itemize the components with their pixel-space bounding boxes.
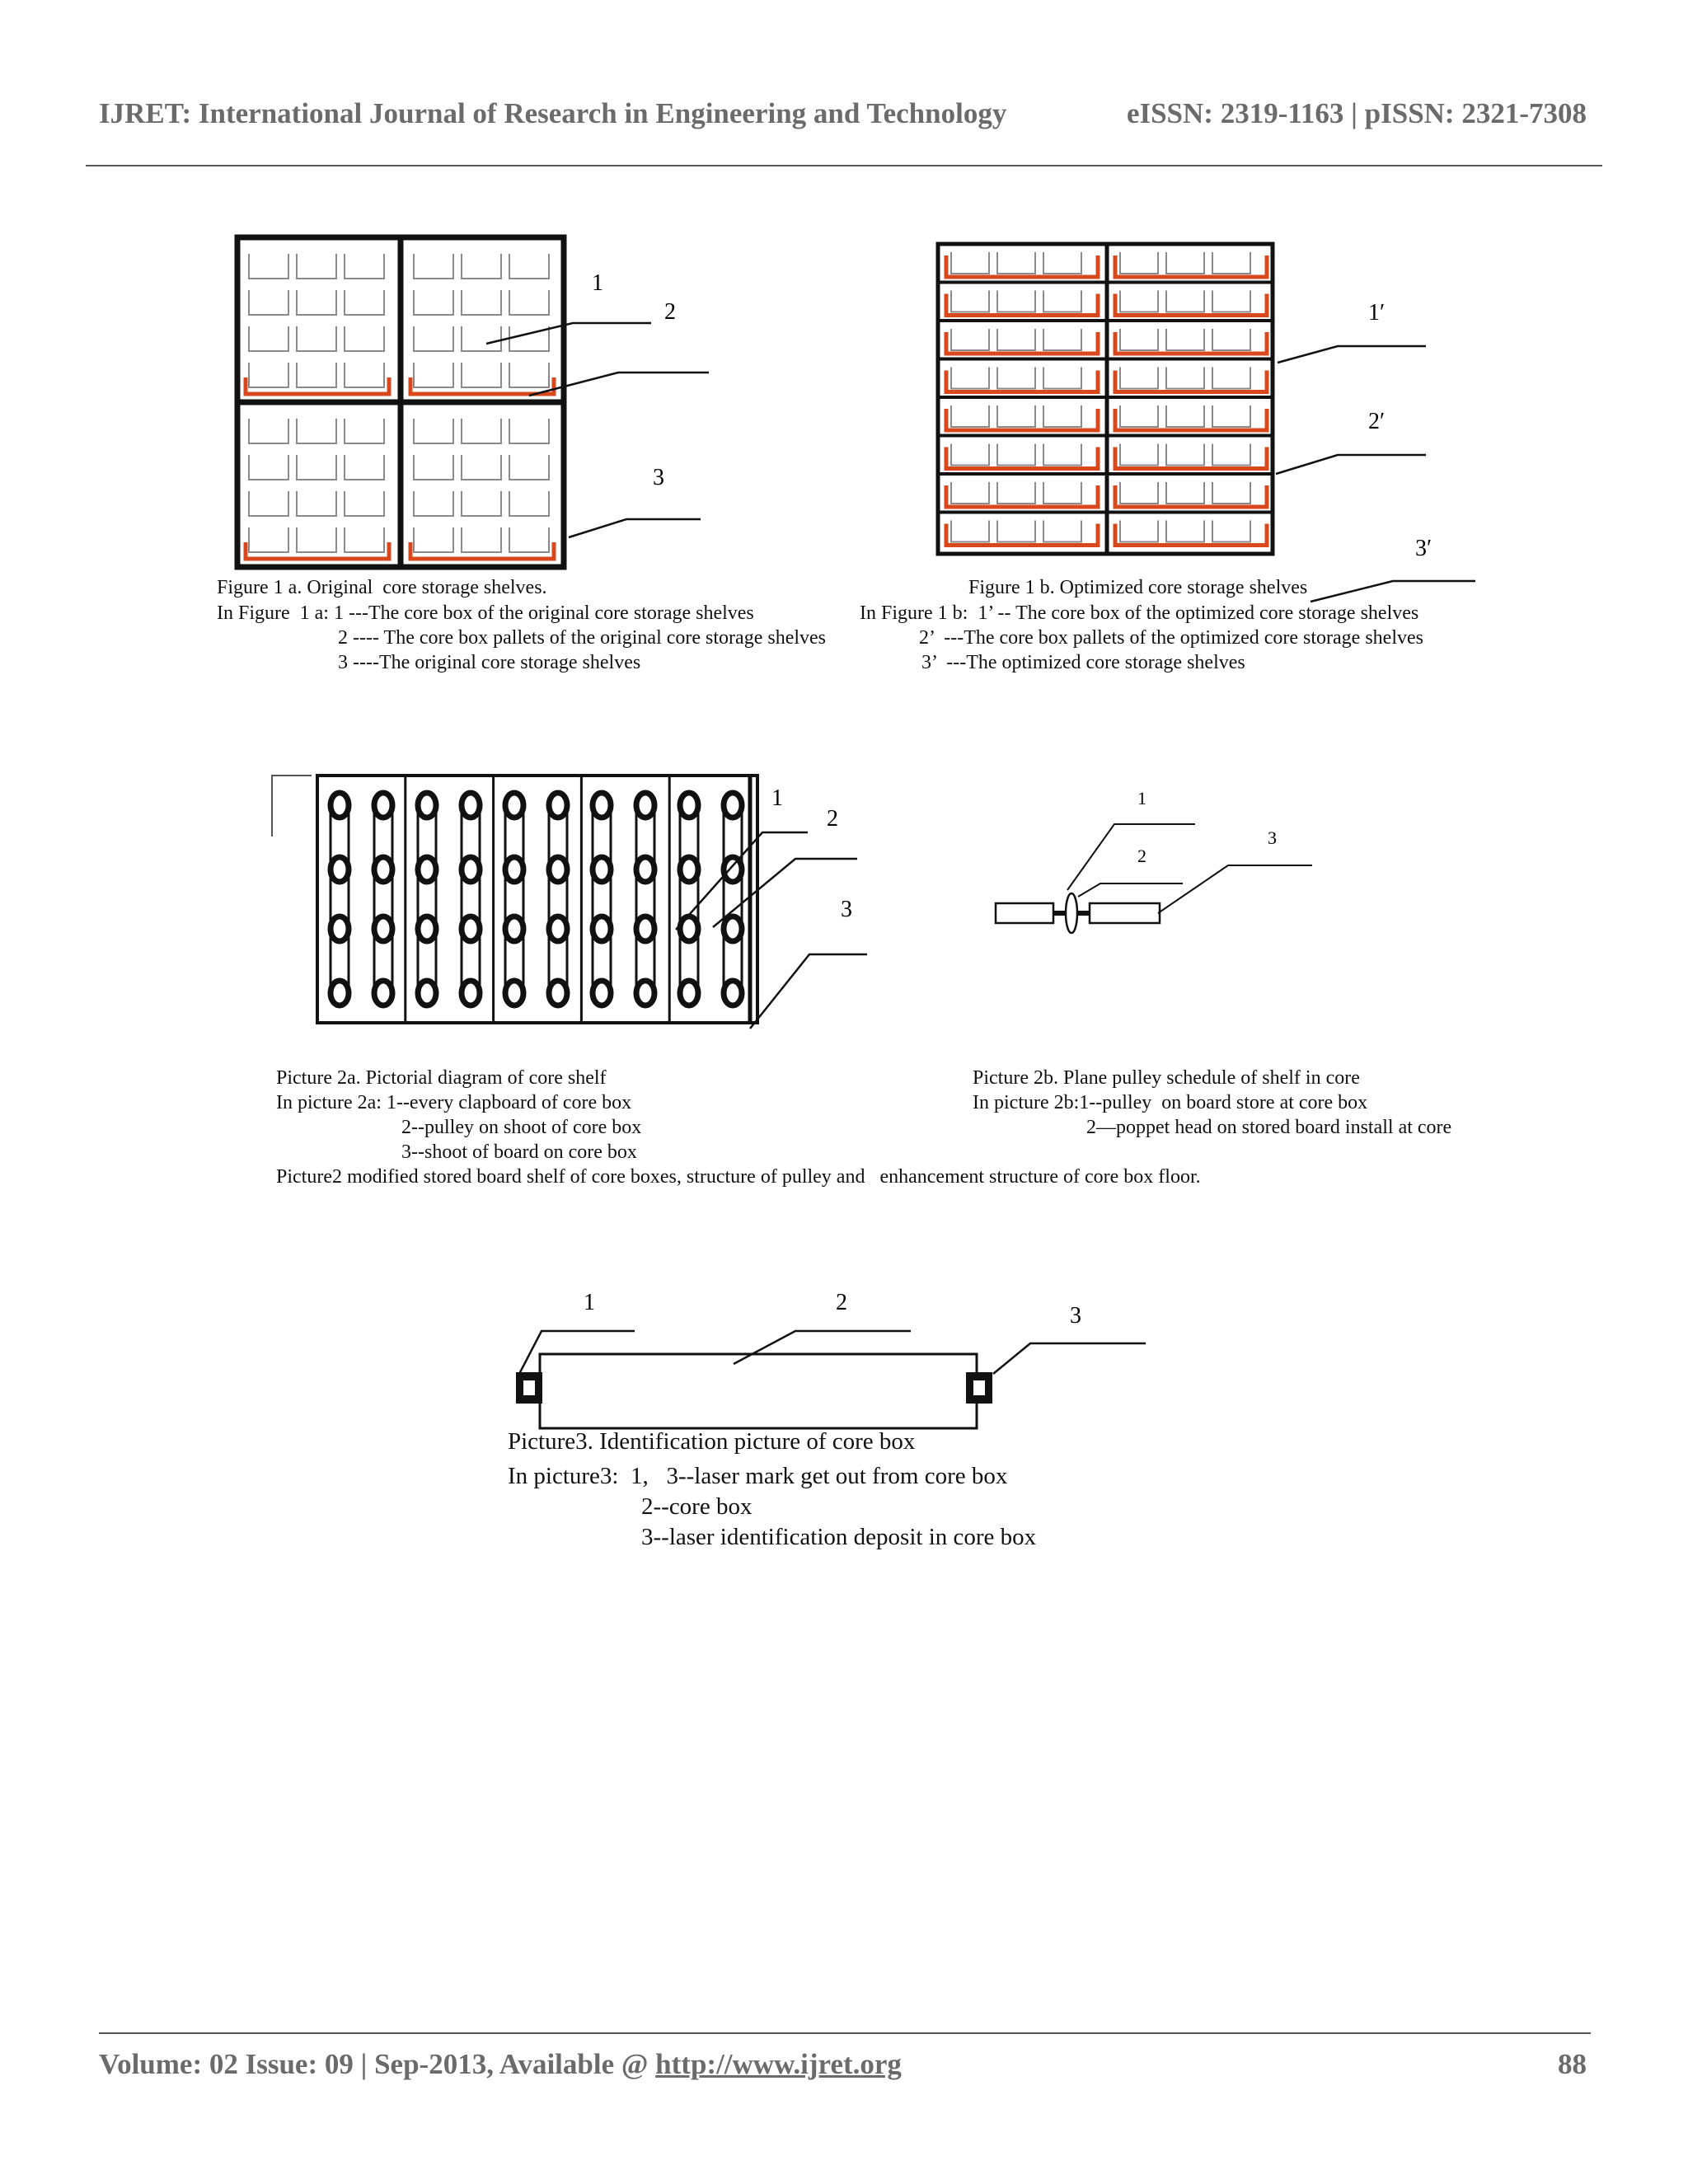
fig1a-core-box — [509, 254, 549, 279]
pic3-right-laser-mark — [966, 1372, 992, 1404]
fig1a-core-box — [297, 419, 336, 443]
fig1b-core-box — [997, 252, 1035, 274]
fig1b-core-box — [951, 521, 989, 542]
fig1a-core-box — [249, 419, 288, 443]
pic2a-pulley — [549, 981, 567, 1005]
fig1a-core-box — [414, 419, 453, 443]
running-header — [99, 97, 1587, 130]
pic2a-legend-2: 2--pulley on shoot of core box — [401, 1117, 642, 1138]
pic2a-pulley — [593, 981, 611, 1005]
fig1b-core-box — [1043, 521, 1081, 542]
pic2a-pulley — [680, 981, 698, 1005]
fig1a-core-box — [462, 527, 501, 552]
figure-1b-diagram — [931, 239, 1484, 602]
pic2a-pulley — [724, 981, 742, 1005]
fig1a-core-box — [462, 363, 501, 387]
pic2a-pulley — [505, 981, 523, 1005]
pic2a-pulley — [680, 793, 698, 818]
pic2a-pulley — [636, 857, 654, 882]
pic2b-pulley — [1066, 893, 1077, 933]
fig1a-legend-3: 3 ----The original core storage shelves — [338, 652, 641, 673]
fig1a-legend-2: 2 ---- The core box pallets of the original core storage shelves — [338, 627, 827, 649]
fig1b-core-box — [1043, 368, 1081, 389]
pic2a-pulley — [374, 857, 392, 882]
pic2b-title: Picture 2b. Plane pulley schedule of shelf in core — [973, 1067, 1360, 1089]
pic2a-leader-lines — [676, 832, 867, 1029]
fig1b-core-box — [997, 444, 1035, 466]
fig1a-core-box — [249, 254, 288, 279]
fig1a-core-box — [345, 527, 384, 552]
fig1a-label-2: 2 — [664, 299, 676, 325]
pic2a-pulley — [462, 857, 480, 882]
fig1b-label-1: 1′ — [1368, 300, 1386, 326]
fig1a-core-box — [297, 455, 336, 480]
fig1a-core-box — [297, 254, 336, 279]
pic2b-label-2: 2 — [1137, 846, 1146, 866]
footer-volume — [99, 2048, 902, 2081]
pic2a-title: Picture 2a. Pictorial diagram of core shelf — [276, 1067, 607, 1089]
fig1b-core-box — [1120, 482, 1158, 504]
fig1a-core-box — [414, 326, 453, 351]
fig1a-core-box — [249, 326, 288, 351]
fig1b-core-box — [1166, 291, 1204, 312]
pic2a-pulley — [636, 981, 654, 1005]
pic2b-label-3: 3 — [1268, 827, 1277, 848]
pic3-label-2: 2 — [836, 1290, 847, 1315]
fig1b-core-box — [1043, 405, 1081, 427]
fig1a-core-box — [249, 363, 288, 387]
fig1a-core-box — [462, 455, 501, 480]
pic3-label-1: 1 — [584, 1290, 595, 1315]
fig1b-core-box — [1212, 252, 1250, 274]
pic2b-label-1: 1 — [1137, 788, 1146, 808]
fig1b-core-box — [1043, 252, 1081, 274]
pic2a-pulley — [505, 916, 523, 941]
fig1b-core-box — [997, 405, 1035, 427]
fig1b-leader-lines — [1276, 346, 1475, 602]
fig1a-core-box — [249, 527, 288, 552]
pic2a-pulley — [593, 916, 611, 941]
fig1b-core-box — [1120, 291, 1158, 312]
pic2a-pulley — [593, 857, 611, 882]
fig1a-core-box — [414, 527, 453, 552]
fig1b-core-box — [951, 482, 989, 504]
fig1a-core-box-pallet — [410, 377, 554, 394]
fig1b-core-box — [951, 444, 989, 466]
pic2a-pulley — [418, 916, 436, 941]
footer-url-link[interactable]: http://www.ijret.org — [655, 2048, 902, 2080]
fig1a-leader-line — [486, 323, 651, 344]
pic2a-pulley — [374, 793, 392, 818]
fig1a-core-box — [509, 527, 549, 552]
fig1a-core-box-pallet — [410, 542, 554, 559]
fig1b-label-2: 2′ — [1368, 409, 1386, 434]
pic2b-legend-2: 2—poppet head on stored board install at core — [1086, 1117, 1452, 1138]
fig1a-core-box — [297, 363, 336, 387]
fig1a-core-box — [509, 491, 549, 516]
pic2a-pulley — [418, 793, 436, 818]
fig1b-core-box — [1120, 444, 1158, 466]
footer-rule — [99, 2032, 1591, 2034]
fig1b-core-box — [1166, 252, 1204, 274]
pic2a-label-2: 2 — [827, 806, 838, 832]
fig1a-leader-line — [529, 373, 709, 396]
fig1a-core-box — [345, 290, 384, 315]
pic2a-pulley — [331, 981, 349, 1005]
fig1a-core-box — [345, 455, 384, 480]
fig1a-core-box — [297, 290, 336, 315]
fig1b-core-box — [1043, 329, 1081, 350]
issn-info: eISSN: 2319-1163 | pISSN: 2321-7308 — [1126, 97, 1587, 129]
fig1a-leader-line — [569, 519, 701, 537]
figure-1a-diagram — [231, 231, 725, 577]
fig1b-core-box — [1166, 482, 1204, 504]
fig1b-core-box — [1043, 291, 1081, 312]
pic2a-pulley — [462, 981, 480, 1005]
fig1a-core-box — [414, 290, 453, 315]
pic3-core-box — [540, 1354, 977, 1428]
fig1a-core-box — [462, 254, 501, 279]
fig1b-legend-1: In Figure 1 b: 1’ -- The core box of the optimized core storage shelves — [860, 602, 1419, 624]
fig1a-core-box — [345, 326, 384, 351]
fig1a-core-box — [297, 326, 336, 351]
pic2a-pulley — [680, 916, 698, 941]
fig1b-core-box — [1120, 405, 1158, 427]
fig1b-core-box — [1212, 521, 1250, 542]
footer-volume-text: Volume: 02 Issue: 09 | Sep-2013, Available @ — [99, 2048, 656, 2080]
pic2a-pulley — [636, 916, 654, 941]
pic2a-pulley — [418, 857, 436, 882]
fig1b-core-box — [997, 291, 1035, 312]
pic2a-pulley — [374, 916, 392, 941]
fig1b-core-box — [1043, 444, 1081, 466]
pic2a-pulley — [549, 793, 567, 818]
fig1a-core-box — [462, 419, 501, 443]
pic2a-pulley — [462, 916, 480, 941]
fig1b-core-box — [1043, 482, 1081, 504]
fig1b-label-3: 3′ — [1415, 536, 1432, 561]
pic2a-pulley — [505, 793, 523, 818]
pic3-legend-1: In picture3: 1, 3--laser mark get out from core box — [508, 1463, 1008, 1489]
fig1b-core-box — [1212, 329, 1250, 350]
pic2a-legend-1: In picture 2a: 1--every clapboard of core box — [276, 1092, 632, 1113]
fig1b-core-box — [997, 368, 1035, 389]
picture-3-diagram — [503, 1282, 1154, 1426]
fig1b-core-box — [1212, 368, 1250, 389]
fig1b-title: Figure 1 b. Optimized core storage shelves — [968, 577, 1308, 598]
fig1a-core-box — [462, 326, 501, 351]
pic3-label-3: 3 — [1070, 1303, 1081, 1329]
pic2a-pulley — [418, 981, 436, 1005]
fig1b-core-box — [951, 405, 989, 427]
pic2a-pulley — [549, 916, 567, 941]
picture-2b-diagram — [989, 783, 1335, 948]
fig1a-core-box — [462, 290, 501, 315]
fig1b-core-box — [1166, 405, 1204, 427]
fig1a-core-box — [249, 455, 288, 480]
fig1b-core-box — [1212, 444, 1250, 466]
pic2a-pulley — [462, 793, 480, 818]
fig1b-core-box — [1166, 444, 1204, 466]
pic2b-left-board — [996, 903, 1053, 923]
fig1b-core-box — [1120, 368, 1158, 389]
fig1a-core-box — [414, 254, 453, 279]
fig1b-core-box — [1166, 521, 1204, 542]
fig1a-core-box — [509, 363, 549, 387]
fig1a-legend-1: In Figure 1 a: 1 ---The core box of the original core storage shelves — [217, 602, 754, 624]
picture-2-caption: Picture2 modified stored board shelf of core boxes, structure of pulley and enhancement structure of core box floor. — [276, 1166, 1201, 1188]
fig1b-core-box — [997, 482, 1035, 504]
fig1b-core-box — [1212, 405, 1250, 427]
fig1a-core-box-pallet — [246, 377, 389, 394]
fig1b-core-box — [951, 368, 989, 389]
fig1a-core-box — [297, 527, 336, 552]
fig1b-core-box — [1120, 329, 1158, 350]
fig1b-core-box — [997, 329, 1035, 350]
pic2a-pulley — [680, 857, 698, 882]
pic2a-pulley — [331, 857, 349, 882]
pic2a-label-1: 1 — [771, 785, 783, 811]
pic3-title: Picture3. Identification picture of core box — [508, 1428, 916, 1455]
pic3-legend-3: 3--laser identification deposit in core box — [641, 1524, 1037, 1550]
fig1b-core-box — [1120, 252, 1158, 274]
fig1b-core-box — [951, 252, 989, 274]
page-footer — [99, 2048, 1587, 2081]
fig1a-core-box — [509, 290, 549, 315]
fig1a-label-1: 1 — [592, 270, 603, 296]
pic3-legend-2: 2--core box — [641, 1493, 753, 1520]
fig1a-core-box — [345, 491, 384, 516]
fig1a-core-box — [509, 455, 549, 480]
fig1b-legend-2: 2’ ---The core box pallets of the optimized core storage shelves — [919, 627, 1423, 649]
page-number: 88 — [1558, 2048, 1587, 2080]
fig1b-legend-3: 3’ ---The optimized core storage shelves — [921, 652, 1245, 673]
fig1b-core-box — [997, 521, 1035, 542]
pic2a-pulley — [636, 793, 654, 818]
fig1b-core-box — [951, 329, 989, 350]
pic2a-pulley — [549, 857, 567, 882]
pic2a-pulley — [331, 916, 349, 941]
pic3-left-laser-mark — [516, 1372, 542, 1404]
fig1a-core-box — [249, 491, 288, 516]
fig1b-core-box — [1166, 329, 1204, 350]
fig1a-core-box — [462, 491, 501, 516]
fig1a-core-box-pallet — [246, 542, 389, 559]
journal-name: IJRET: International Journal of Research in Engineering and Technology — [99, 97, 1007, 129]
fig1a-title: Figure 1 a. Original core storage shelves. — [217, 577, 547, 598]
pic2a-pulley — [374, 981, 392, 1005]
pic2a-pulley — [724, 857, 742, 882]
header-rule — [86, 165, 1602, 166]
pic2b-right-board — [1090, 903, 1160, 923]
fig1a-core-box — [345, 254, 384, 279]
pic2a-pulley — [724, 916, 742, 941]
fig1b-core-box — [1166, 368, 1204, 389]
picture-2a-diagram — [272, 771, 874, 1034]
pic2a-pulley — [724, 793, 742, 818]
fig1a-core-box — [249, 290, 288, 315]
fig1a-core-box — [509, 419, 549, 443]
pic2a-label-3: 3 — [841, 897, 852, 922]
pic2a-pulley — [331, 793, 349, 818]
pic2b-legend-1: In picture 2b:1--pulley on board store at core box — [973, 1092, 1368, 1113]
fig1b-core-box — [1120, 521, 1158, 542]
fig1a-core-box — [414, 491, 453, 516]
pic2a-pulley — [505, 857, 523, 882]
fig1b-core-box — [951, 291, 989, 312]
pic2a-legend-3: 3--shoot of board on core box — [401, 1141, 637, 1163]
fig1a-core-box — [345, 419, 384, 443]
fig1b-core-box — [1212, 482, 1250, 504]
pic2a-pulley — [593, 793, 611, 818]
fig1a-label-3: 3 — [653, 465, 664, 490]
fig1a-core-box — [297, 491, 336, 516]
fig1a-core-box — [345, 363, 384, 387]
fig1b-core-box — [1212, 291, 1250, 312]
fig1a-core-box — [414, 363, 453, 387]
fig1a-core-box — [414, 455, 453, 480]
